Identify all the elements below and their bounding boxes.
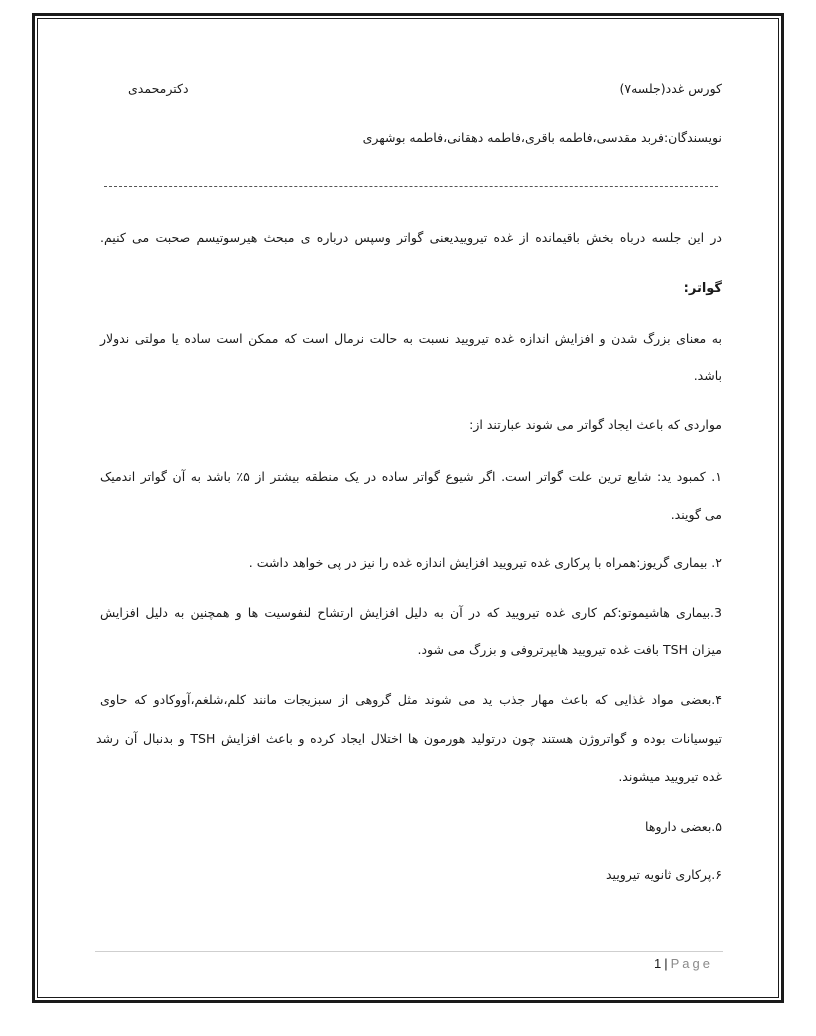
cause-item-6: ۶.پرکاری ثانویه تیرویید	[606, 867, 722, 882]
page-label: Page	[670, 956, 713, 971]
cause-item-5: ۵.بعضی داروها	[645, 819, 722, 834]
cause-item-4-line-1: ۴.بعضی مواد غذایی که باعث مهار جذب ید می شوند مثل گروهی از سبزیجات مانند کلم،شلغم،آووکادو که حاوی	[100, 692, 722, 707]
page-footer	[654, 955, 713, 973]
footer-divider	[95, 951, 723, 952]
course-title: کورس غدد(جلسه۷)	[619, 81, 722, 96]
cause-item-3-line-2: میزان TSH بافت غده تیرویید هایپرتروفی و بزرگ می شود.	[417, 642, 722, 657]
cause-item-3-line-1: 3.بیماری هاشیموتو:کم کاری غده تیرویید که در آن به دلیل افزایش ارتشاح لنفوسیت ها و همچنین به دلیل افزایش	[100, 605, 722, 620]
footer-separator: |	[664, 956, 668, 971]
definition-line-1: به معنای بزرگ شدن و افزایش اندازه غده تیرویید نسبت به حالت نرمال است که ممکن است ساده یا مولتی ندولار	[100, 331, 722, 346]
cause-item-2: ۲. بیماری گریوز:همراه با پرکاری غده تیرویید افزایش اندازه غده را نیز در پی خواهد داشت .	[248, 555, 722, 570]
definition-line-2: باشد.	[693, 368, 722, 383]
cause-item-1-line-2: می گویند.	[670, 507, 722, 522]
causes-intro: مواردی که باعث ایجاد گواتر می شوند عبارتند از:	[469, 417, 722, 432]
cause-item-4-line-2: تیوسیانات بوده و گواتروژن هستند چون درتولید هورمون ها اختلال ایجاد کرده و باعث افزایش TSH و بدنبال آن رشد	[96, 731, 722, 746]
header-divider	[104, 186, 718, 187]
intro-paragraph: در این جلسه درباه بخش باقیمانده از غده تیروییدیعنی گواتر وسپس درباره ی مبحث هیرسوتیسم صحبت می کنیم.	[100, 230, 722, 245]
section-heading-goiter: گواتر:	[683, 281, 722, 296]
page-number: 1	[654, 956, 662, 971]
instructor-name: دکترمحمدی	[128, 81, 189, 96]
cause-item-4-line-3: غده تیرویید میشوند.	[618, 769, 722, 784]
cause-item-1-line-1: ۱. کمبود ید: شایع ترین علت گواتر است. اگر شیوع گواتر ساده در یک منطقه بیشتر از ۵٪ باشد به آن گواتر اندمیک	[100, 469, 722, 484]
authors-line: نویسندگان:فربد مقدسی،فاطمه باقری،فاطمه دهقانی،فاطمه بوشهری	[362, 130, 722, 145]
document-content	[96, 0, 722, 1036]
